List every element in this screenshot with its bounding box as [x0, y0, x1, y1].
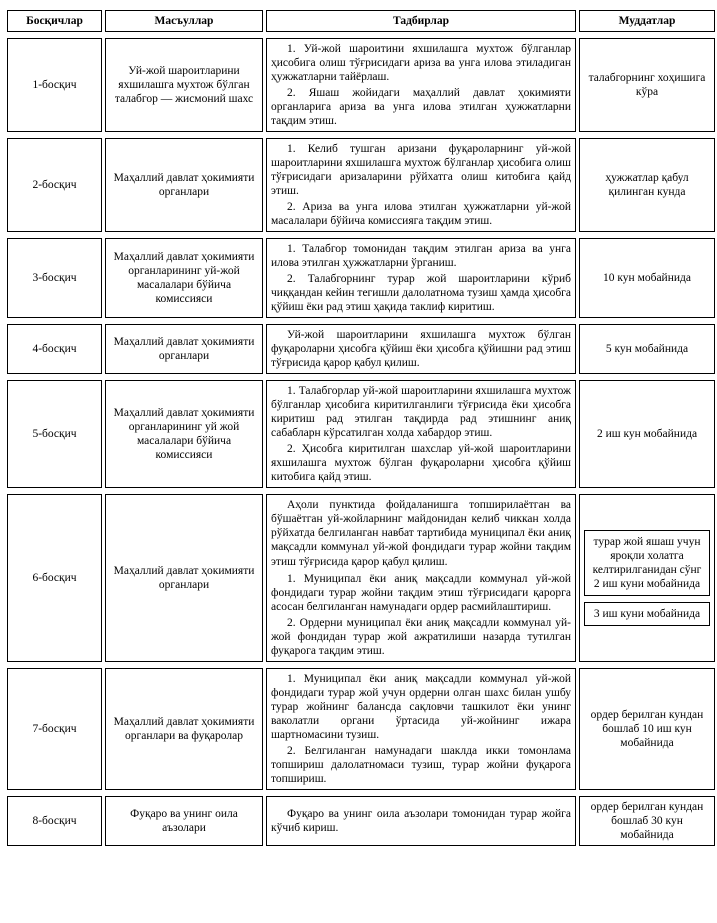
measures-cell	[266, 238, 576, 318]
measures-cell	[266, 796, 576, 846]
table-row	[7, 38, 715, 132]
term-cell: 10 кун мобайнида	[579, 238, 715, 318]
procedure-table	[4, 4, 717, 852]
measure-item: 1. Талабгор томонидан тақдим этилган ариза ва унга илова этилган ҳужжатларни ўрганиш.	[271, 243, 571, 270]
measure-item: Уй-жой шароитларини яхшилашга мухтож бўлган фуқароларни ҳисобга қўйиш ёки ҳисобга қўйишни рад этиш тўғрисида қарор қабул қилиш.	[271, 329, 571, 370]
measures-cell	[266, 324, 576, 374]
responsible-cell: Маҳаллий давлат ҳокимияти органлари ва фуқаролар	[105, 668, 263, 790]
responsible-cell: Маҳаллий давлат ҳокимияти органларининг уй-жой масалалари бўйича комиссияси	[105, 238, 263, 318]
measure-intro: Аҳоли пунктида фойдаланишга топширилаётган ва бўшаётган уй-жойларнинг майдонидан келиб чиккан холда рўйхатда белгиланган навбат тартибида муниципал ёки аниқ мақсадли коммунал уй-жой фондидаги турар жойни тақдим этиш тўғрисида қарор қабул қилиш.	[271, 499, 571, 568]
responsible-cell: Фуқаро ва унинг оила аъзолари	[105, 796, 263, 846]
responsible-cell: Маҳаллий давлат ҳокимияти органлари	[105, 324, 263, 374]
stage-cell: 8-босқич	[7, 796, 102, 846]
measure-item: 1. Муниципал ёки аниқ мақсадли коммунал уй-жой фондидаги турар жой учун ордерни олган шахс билан ушбу турар жойнинг балансда сақловчи ташкилот ёки унинг ваколатли органи ўртасида уй-жойнинг ижара шартномасини тузиш.	[271, 672, 571, 741]
column-header-terms: Муддатлар	[579, 10, 715, 32]
table-row	[7, 494, 715, 661]
measure-item: 1. Муниципал ёки аниқ мақсадли коммунал уй-жой фондидаги турар жойни тақдим этиш тўғрисидаги қарорга асосан белгиланган намунадаги ордер расмийлаштириш.	[271, 572, 571, 613]
responsible-cell: Уй-жой шароитларини яхшилашга мухтож бўлган талабгор — жисмоний шахс	[105, 38, 263, 132]
measures-cell	[266, 668, 576, 790]
table-row	[7, 138, 715, 232]
measures-cell	[266, 38, 576, 132]
responsible-cell: Маҳаллий давлат ҳокимияти органлари	[105, 138, 263, 232]
term-subtable	[584, 524, 710, 632]
measure-item: 2. Яшаш жойидаги маҳаллий давлат ҳокимияти органларига ариза ва унга илова этилган ҳужжатларни тақдим этиш.	[271, 87, 571, 128]
responsible-cell: Маҳаллий давлат ҳокимияти органларининг уй жой масалалари бўйича комиссияси	[105, 380, 263, 488]
measure-item: 2. Белгиланган намунадаги шаклда икки томонлама топшириш далолатномаси тузиш, турар жойни фуқарога топшириш.	[271, 744, 571, 785]
column-header-stages: Босқичлар	[7, 10, 102, 32]
measure-item: 2. Ҳисобга киритилган шахслар уй-жой шароитларини яхшилашга мухтож бўлган фуқароларни ҳисобга қўйиш китобига қайд этиш.	[271, 443, 571, 484]
stage-cell: 1-босқич	[7, 38, 102, 132]
term-subrow	[584, 530, 710, 596]
stage-cell: 3-босқич	[7, 238, 102, 318]
table-header-row	[7, 10, 715, 32]
column-header-measures: Тадбирлар	[266, 10, 576, 32]
table-row	[7, 324, 715, 374]
measure-item: Фуқаро ва унинг оила аъзолари томонидан турар жойга кўчиб кириш.	[271, 807, 571, 834]
table-header	[7, 10, 715, 32]
measure-item: 1. Келиб тушган аризани фуқароларнинг уй-жой шароитларини яхшилашга мухтож бўлганлар ҳисобига олиш тўғрисидаги аризаларини рўйхатга олиш китобига қайд этиш.	[271, 143, 571, 198]
stage-cell: 5-босқич	[7, 380, 102, 488]
term-cell-group	[579, 494, 715, 661]
term-cell: 5 кун мобайнида	[579, 324, 715, 374]
table-row	[7, 380, 715, 488]
measure-item: 1. Талабгорлар уй-жой шароитларини яхшилашга мухтож бўлганлар ҳисобига киритилганлиги тўғрисида ёки ҳисобга киритиш рад этилган тақдирда рад этишнинг аниқ сабабларн кўрсатилган холда хабардор этиш.	[271, 385, 571, 440]
term-cell: 3 иш куни мобайнида	[584, 602, 710, 626]
stage-cell: 7-босқич	[7, 668, 102, 790]
measure-item: 2. Ордерни муниципал ёки аниқ мақсадли коммунал уй-жой фондидан турар жой ажратилиши назарда тутилган фуқарога тақдим этиш.	[271, 616, 571, 657]
table-row	[7, 668, 715, 790]
measure-item: 2. Ариза ва унга илова этилган ҳужжатларни уй-жой масалалари бўйича комиссияга тақдим этиш.	[271, 201, 571, 228]
term-cell: 2 иш кун мобайнида	[579, 380, 715, 488]
term-cell: ордер берилган кундан бошлаб 30 кун мобайнида	[579, 796, 715, 846]
term-cell: турар жой яшаш учун яроқли холатга келтирилганидан сўнг 2 иш куни мобайнида	[584, 530, 710, 596]
measures-cell	[266, 138, 576, 232]
measures-cell	[266, 380, 576, 488]
stage-cell: 6-босқич	[7, 494, 102, 661]
stage-cell: 2-босқич	[7, 138, 102, 232]
measure-item: 2. Талабгорнинг турар жой шароитларини кўриб чиққандан кейин тегишли далолатнома тузиш ҳамда ҳисобга қўйиш ёки рад этиш ҳақида таклиф киритиш.	[271, 273, 571, 314]
measure-item: 1. Уй-жой шароитини яхшилашга мухтож бўлганлар ҳисобига олиш тўғрисидаги ариза ва унга илова этиладиган ҳужжатларни тайёрлаш.	[271, 43, 571, 84]
term-cell: ордер берилган кундан бошлаб 10 иш кун мобайнида	[579, 668, 715, 790]
term-cell: талабгорнинг хоҳишига кўра	[579, 38, 715, 132]
column-header-responsible: Масъуллар	[105, 10, 263, 32]
responsible-cell: Маҳаллий давлат ҳокимияти органлари	[105, 494, 263, 661]
term-cell: ҳужжатлар қабул қилинган кунда	[579, 138, 715, 232]
table-row	[7, 796, 715, 846]
table-body	[7, 38, 715, 846]
stage-cell: 4-босқич	[7, 324, 102, 374]
table-row	[7, 238, 715, 318]
measures-cell	[266, 494, 576, 661]
term-subrow	[584, 602, 710, 626]
